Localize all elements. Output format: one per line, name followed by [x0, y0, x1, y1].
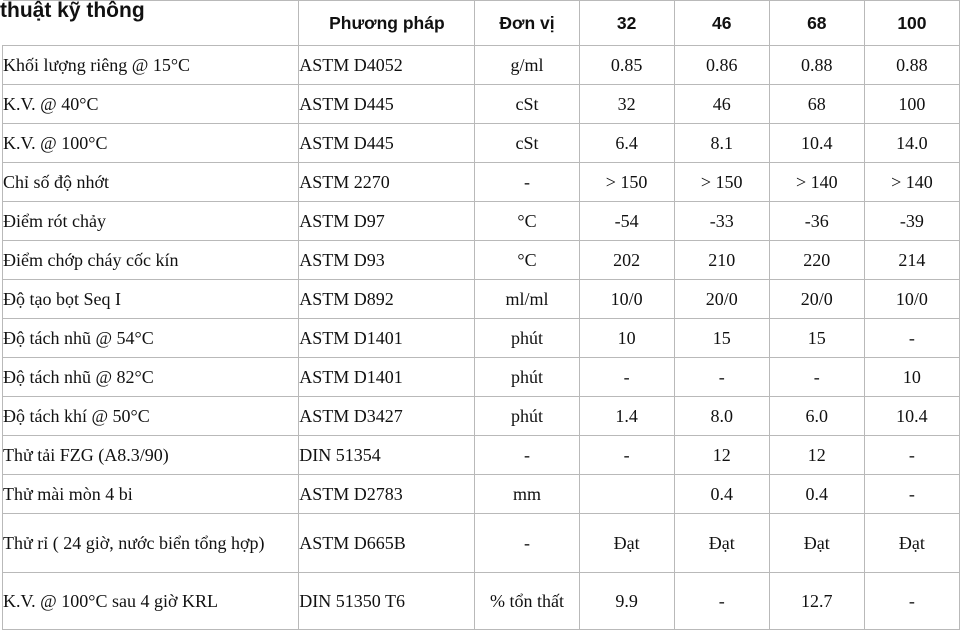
- cell-value-32: 10/0: [579, 280, 674, 319]
- table-row: [3, 475, 960, 514]
- technical-specification-table: [2, 0, 960, 630]
- cell-value-32: 1.4: [579, 397, 674, 436]
- cell-unit: -: [475, 514, 579, 573]
- cell-value-46: -: [674, 358, 769, 397]
- cell-value-100: -: [864, 573, 959, 630]
- cell-unit: cSt: [475, 85, 579, 124]
- cell-value-32: -: [579, 436, 674, 475]
- cell-unit: mm: [475, 475, 579, 514]
- cell-property: K.V. @ 40°C: [3, 85, 299, 124]
- cell-unit: -: [475, 436, 579, 475]
- cell-value-100: 10/0: [864, 280, 959, 319]
- cell-value-32: 0.85: [579, 46, 674, 85]
- cell-value-68: -: [769, 358, 864, 397]
- cell-value-68: 15: [769, 319, 864, 358]
- cell-property: Chỉ số độ nhớt: [3, 163, 299, 202]
- cell-value-100: Đạt: [864, 514, 959, 573]
- cell-value-32: 32: [579, 85, 674, 124]
- cell-property: Thử mài mòn 4 bi: [3, 475, 299, 514]
- cell-value-68: 220: [769, 241, 864, 280]
- cell-method: ASTM D1401: [299, 319, 475, 358]
- cell-value-100: 100: [864, 85, 959, 124]
- cell-value-32: [579, 475, 674, 514]
- header-unit: Đơn vị: [475, 1, 579, 46]
- header-grade-32: 32: [579, 1, 674, 46]
- cell-value-68: -36: [769, 202, 864, 241]
- cell-value-100: > 140: [864, 163, 959, 202]
- cell-value-32: > 150: [579, 163, 674, 202]
- cell-value-32: 202: [579, 241, 674, 280]
- cell-value-32: Đạt: [579, 514, 674, 573]
- cell-value-68: 0.4: [769, 475, 864, 514]
- cell-value-68: 0.88: [769, 46, 864, 85]
- cell-value-46: 12: [674, 436, 769, 475]
- cell-method: DIN 51354: [299, 436, 475, 475]
- cell-value-32: 10: [579, 319, 674, 358]
- cell-unit: % tổn thất: [475, 573, 579, 630]
- header-method: Phương pháp: [299, 1, 475, 46]
- table-row: [3, 280, 960, 319]
- cell-method: DIN 51350 T6: [299, 573, 475, 630]
- cell-property: Thử rỉ ( 24 giờ, nước biển tổng hợp): [3, 514, 299, 573]
- cell-value-46: 8.1: [674, 124, 769, 163]
- cell-method: ASTM D4052: [299, 46, 475, 85]
- cell-value-46: 46: [674, 85, 769, 124]
- table-row: [3, 514, 960, 573]
- cell-value-46: 0.86: [674, 46, 769, 85]
- cell-value-68: 12: [769, 436, 864, 475]
- cell-property: Độ tách nhũ @ 54°C: [3, 319, 299, 358]
- table-row: [3, 436, 960, 475]
- table-body: [3, 46, 960, 630]
- cell-value-32: 6.4: [579, 124, 674, 163]
- cell-value-68: 12.7: [769, 573, 864, 630]
- cell-unit: phút: [475, 319, 579, 358]
- cell-value-46: -33: [674, 202, 769, 241]
- cell-value-100: -: [864, 475, 959, 514]
- page-title: thuật kỹ thông: [0, 0, 145, 22]
- cell-value-100: 214: [864, 241, 959, 280]
- cell-value-46: 210: [674, 241, 769, 280]
- cell-unit: °C: [475, 202, 579, 241]
- cell-value-46: 20/0: [674, 280, 769, 319]
- cell-value-46: > 150: [674, 163, 769, 202]
- cell-method: ASTM 2270: [299, 163, 475, 202]
- header-grade-68: 68: [769, 1, 864, 46]
- cell-method: ASTM D2783: [299, 475, 475, 514]
- table-row: [3, 319, 960, 358]
- table-row: [3, 85, 960, 124]
- cell-unit: g/ml: [475, 46, 579, 85]
- cell-property: Độ tách khí @ 50°C: [3, 397, 299, 436]
- cell-unit: phút: [475, 358, 579, 397]
- cell-value-32: -54: [579, 202, 674, 241]
- cell-value-46: -: [674, 573, 769, 630]
- table-row: [3, 358, 960, 397]
- cell-value-100: 0.88: [864, 46, 959, 85]
- table-row: [3, 46, 960, 85]
- cell-value-68: > 140: [769, 163, 864, 202]
- cell-value-46: Đạt: [674, 514, 769, 573]
- cell-method: ASTM D892: [299, 280, 475, 319]
- cell-property: Thử tải FZG (A8.3/90): [3, 436, 299, 475]
- cell-value-100: 10.4: [864, 397, 959, 436]
- cell-property: K.V. @ 100°C sau 4 giờ KRL: [3, 573, 299, 630]
- table-row: [3, 397, 960, 436]
- cell-unit: -: [475, 163, 579, 202]
- cell-value-100: 10: [864, 358, 959, 397]
- cell-value-46: 15: [674, 319, 769, 358]
- cell-value-100: -39: [864, 202, 959, 241]
- cell-value-46: 8.0: [674, 397, 769, 436]
- cell-unit: phút: [475, 397, 579, 436]
- table-row: [3, 202, 960, 241]
- cell-method: ASTM D665B: [299, 514, 475, 573]
- table-row: [3, 124, 960, 163]
- cell-value-100: -: [864, 319, 959, 358]
- cell-value-68: 10.4: [769, 124, 864, 163]
- cell-property: Độ tách nhũ @ 82°C: [3, 358, 299, 397]
- cell-unit: °C: [475, 241, 579, 280]
- cell-value-32: -: [579, 358, 674, 397]
- cell-unit: ml/ml: [475, 280, 579, 319]
- cell-value-46: 0.4: [674, 475, 769, 514]
- cell-value-100: -: [864, 436, 959, 475]
- cell-value-100: 14.0: [864, 124, 959, 163]
- table-row: [3, 573, 960, 630]
- header-grade-100: 100: [864, 1, 959, 46]
- cell-value-68: 6.0: [769, 397, 864, 436]
- cell-value-68: Đạt: [769, 514, 864, 573]
- cell-value-68: 68: [769, 85, 864, 124]
- cell-unit: cSt: [475, 124, 579, 163]
- cell-method: ASTM D1401: [299, 358, 475, 397]
- cell-property: Độ tạo bọt Seq I: [3, 280, 299, 319]
- cell-property: Khối lượng riêng @ 15°C: [3, 46, 299, 85]
- table-row: [3, 163, 960, 202]
- cell-property: Điểm rót chảy: [3, 202, 299, 241]
- cell-property: K.V. @ 100°C: [3, 124, 299, 163]
- cell-value-32: 9.9: [579, 573, 674, 630]
- cell-method: ASTM D97: [299, 202, 475, 241]
- header-grade-46: 46: [674, 1, 769, 46]
- cell-method: ASTM D445: [299, 85, 475, 124]
- cell-method: ASTM D445: [299, 124, 475, 163]
- cell-method: ASTM D3427: [299, 397, 475, 436]
- cell-value-68: 20/0: [769, 280, 864, 319]
- cell-property: Điểm chớp cháy cốc kín: [3, 241, 299, 280]
- cell-method: ASTM D93: [299, 241, 475, 280]
- table-row: [3, 241, 960, 280]
